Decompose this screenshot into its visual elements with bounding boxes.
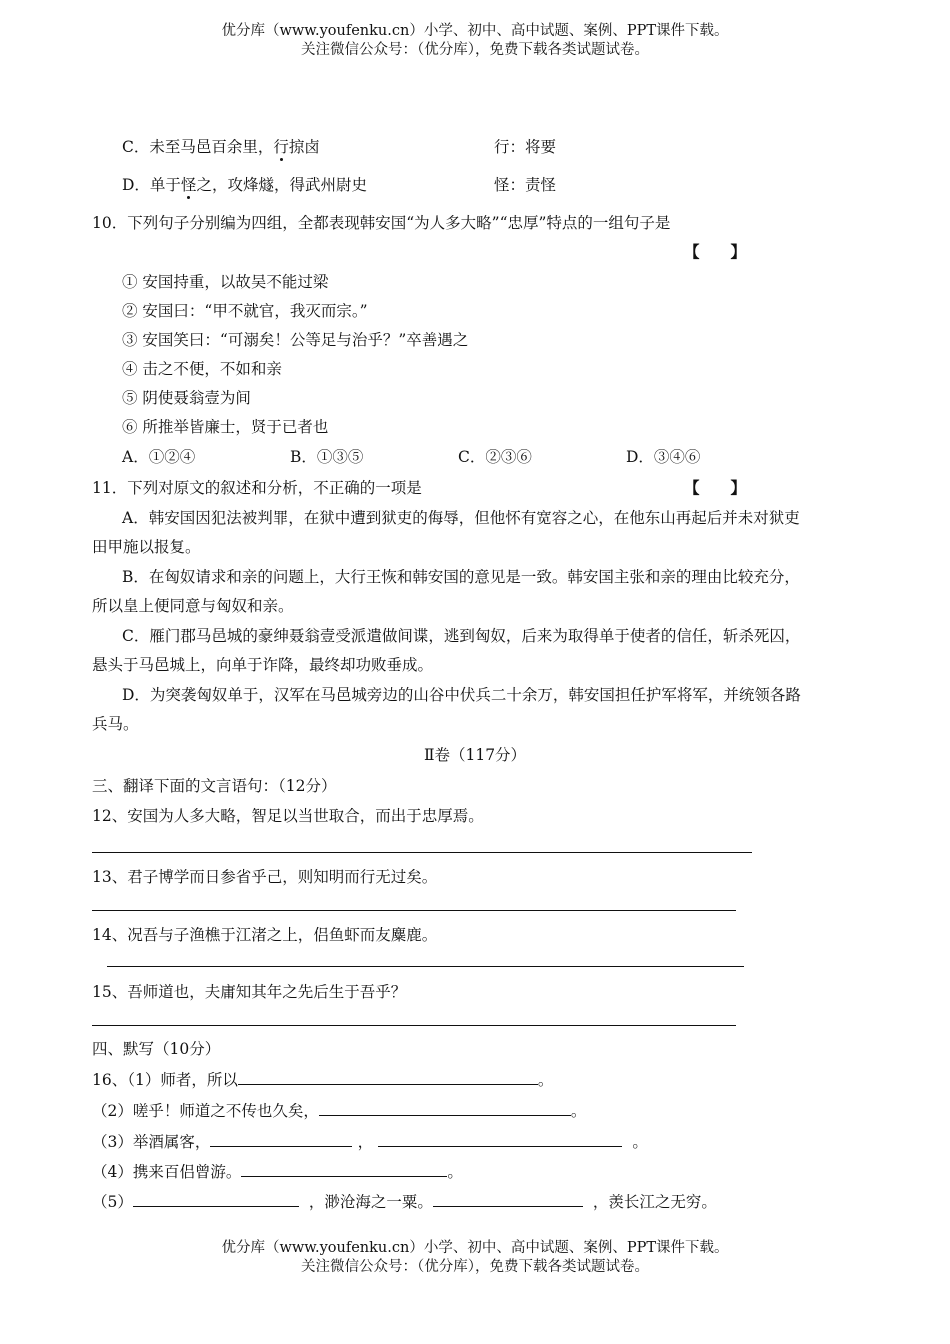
- fill-blank[interactable]: [378, 1131, 622, 1147]
- dotted-char: 怪: [180, 176, 197, 194]
- fill-blank[interactable]: [210, 1131, 352, 1147]
- dictation-4: [92, 1161, 463, 1182]
- fill-blank[interactable]: [241, 1161, 447, 1177]
- q10-item: ③ 安国笑曰：“可溺矣！公等足与治乎？”卒善遇之: [122, 331, 469, 349]
- q11-option-c-line2: 悬头于马邑城上，向单于诈降，最终却功败垂成。: [92, 656, 434, 674]
- dictation-1-end: 。: [537, 1071, 554, 1089]
- answer-line[interactable]: [92, 1025, 736, 1026]
- dictation-5-pre: （5）: [92, 1193, 133, 1211]
- translation-item: 12、安国为人多大略，智足以当世取合，而出于忠厚焉。: [92, 807, 484, 825]
- q9-option-d: [122, 175, 367, 195]
- footer-line-2: 关注微信公众号：（优分库），免费下载各类试题试卷。: [301, 1259, 649, 1275]
- q10-option-a: A．①②④: [122, 448, 196, 466]
- header-line-1: 优分库（www.youfenku.cn）小学、初中、高中试题、案例、PPT课件下载。: [221, 23, 729, 39]
- dictation-1: [92, 1069, 553, 1090]
- q11-option-c-line1: C．雁门郡马邑城的豪绅聂翁壹受派遣做间谍，逃到匈奴，后来为取得单于使者的信任，斩杀死囚，: [122, 627, 801, 645]
- dictation-2-end: 。: [570, 1102, 587, 1120]
- q10-stem: 10．下列句子分别编为四组，全都表现韩安国“为人多大略”“忠厚”特点的一组句子是: [92, 214, 671, 232]
- translation-item: 14、况吾与子渔樵于江渚之上，侣鱼虾而友麋鹿。: [92, 926, 438, 944]
- answer-line[interactable]: [92, 852, 752, 853]
- header-line-2: 关注微信公众号：（优分库），免费下载各类试题试卷。: [301, 42, 649, 58]
- q11-option-d-line1: D．为突袭匈奴单于，汉军在马邑城旁边的山谷中伏兵二十余万，韩安国担任护军将军，并统领各路: [122, 686, 801, 704]
- fill-blank[interactable]: [433, 1191, 583, 1207]
- fill-blank[interactable]: [133, 1191, 299, 1207]
- answer-line[interactable]: [107, 966, 744, 967]
- q9-option-d-pre: D．单于: [122, 176, 181, 194]
- section4-heading: 四、默写（10分）: [92, 1040, 221, 1058]
- translation-item: 15、吾师道也，夫庸知其年之先后生于吾乎？: [92, 983, 407, 1001]
- q10-item: ④ 击之不便，不如和亲: [122, 360, 282, 378]
- q11-answer-bracket: 【 】: [684, 478, 747, 497]
- q11-stem: 11．下列对原文的叙述和分析，不正确的一项是: [92, 479, 422, 497]
- dictation-3-pre: （3）举酒属客，: [92, 1133, 211, 1151]
- part2-title: Ⅱ卷（117分）: [423, 746, 527, 764]
- answer-line[interactable]: [92, 910, 736, 911]
- q10-option-b: B．①③⑤: [290, 448, 364, 466]
- q9-option-d-gloss: 怪：责怪: [494, 176, 557, 194]
- dictation-1-pre: 16、（1）师者，所以: [92, 1071, 238, 1089]
- q9-option-d-post: 之，攻烽燧，得武州尉史: [196, 176, 367, 194]
- dictation-2: [92, 1100, 586, 1121]
- dictation-4-end: 。: [447, 1163, 463, 1181]
- footer-line-1: 优分库（www.youfenku.cn）小学、初中、高中试题、案例、PPT课件下载。: [221, 1240, 729, 1256]
- q9-option-c: [122, 137, 320, 157]
- dictation-4-pre: （4）携来百侣曾游。: [92, 1163, 242, 1181]
- q11-option-a-line2: 田甲施以报复。: [92, 538, 201, 556]
- q9-option-c-gloss: 行：将要: [494, 138, 557, 156]
- fill-blank[interactable]: [238, 1069, 538, 1085]
- q11-option-b-line2: 所以皇上便同意与匈奴和亲。: [92, 597, 294, 615]
- q10-option-d: D．③④⑥: [626, 448, 701, 466]
- q9-option-c-pre: C．未至马邑百余里，: [122, 138, 274, 156]
- dotted-char: 行: [273, 138, 289, 156]
- translation-item: 13、君子博学而日参省乎己，则知明而行无过矣。: [92, 868, 438, 886]
- fill-blank[interactable]: [319, 1100, 571, 1116]
- section3-heading: 三、翻译下面的文言语句：（12分）: [92, 777, 337, 795]
- q11-option-b-line1: B．在匈奴请求和亲的问题上，大行王恢和韩安国的意见是一致。韩安国主张和亲的理由比较充分，: [122, 568, 800, 586]
- dictation-2-pre: （2）嗟乎！师道之不传也久矣，: [92, 1102, 319, 1120]
- q10-answer-bracket: 【 】: [684, 242, 747, 261]
- q10-item: ⑥ 所推举皆廉士，贤于已者也: [122, 418, 329, 436]
- dictation-5: [92, 1191, 717, 1212]
- q10-item: ② 安国曰：“甲不就官，我灭而宗。”: [122, 302, 368, 320]
- q9-option-c-post: 掠卤: [288, 138, 320, 156]
- dictation-5-mid: ，渺沧海之一粟。: [308, 1193, 433, 1211]
- q11-option-a-line1: A．韩安国因犯法被判罪，在狱中遭到狱吏的侮辱，但他怀有宽容之心，在他东山再起后并未对狱吏: [122, 509, 800, 527]
- q10-option-c: C．②③⑥: [458, 448, 532, 466]
- dictation-3-end: 。: [632, 1133, 648, 1151]
- q11-option-d-line2: 兵马。: [92, 715, 139, 733]
- dictation-3-mid: ，: [357, 1133, 374, 1151]
- q10-item: ⑤ 阴使聂翁壹为间: [122, 389, 251, 407]
- dictation-3: [92, 1131, 648, 1152]
- dictation-5-end: ，羡长江之无穷。: [592, 1193, 717, 1211]
- q10-item: ① 安国持重，以故吴不能过梁: [122, 273, 329, 291]
